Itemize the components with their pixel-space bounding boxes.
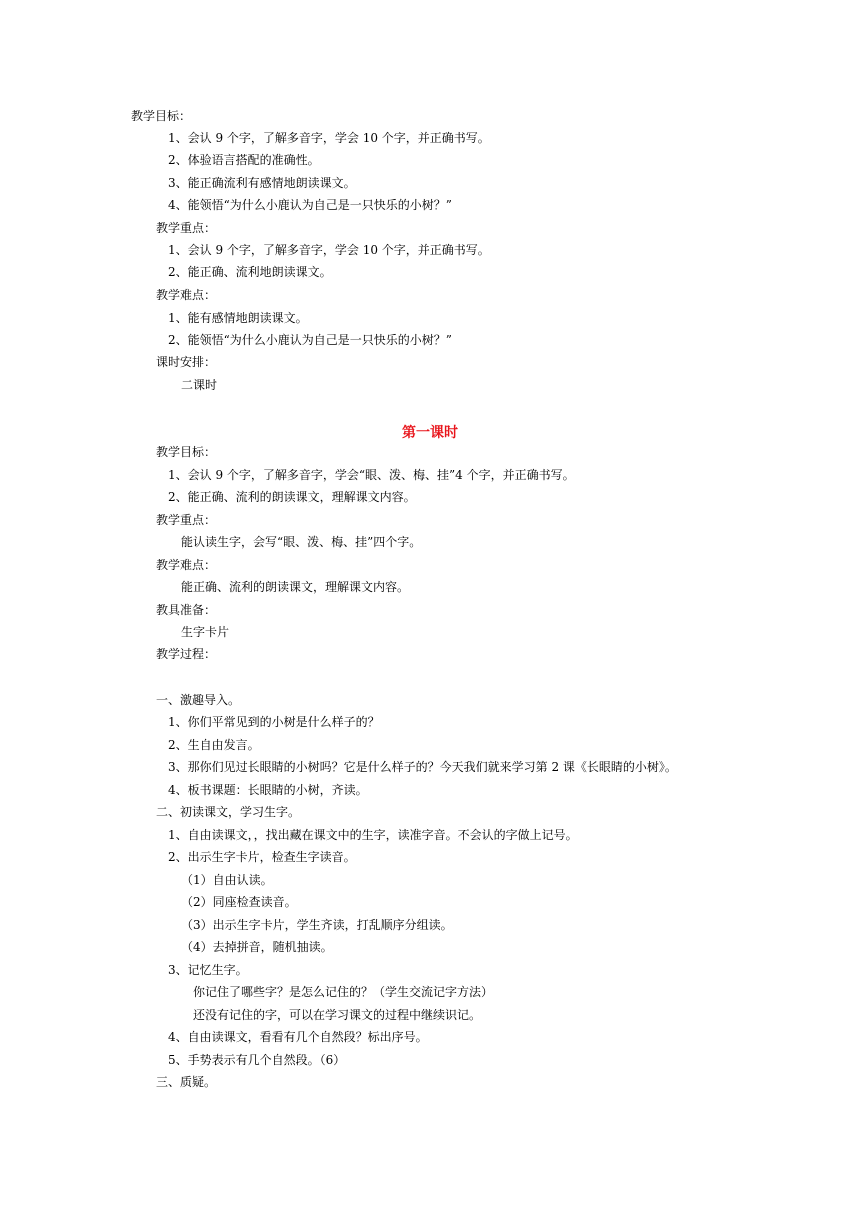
paragraph: 生字卡片 xyxy=(181,625,230,639)
list-item: 2、能正确、流利的朗读课文，理解课文内容。 xyxy=(168,490,416,504)
list-item: 1、你们平常见到的小树是什么样子的？ xyxy=(168,715,380,729)
sub-list-item: （4）去掉拼音，随机抽读。 xyxy=(181,940,333,954)
list-item: 5、手势表示有几个自然段。（6） xyxy=(168,1053,346,1067)
section-heading: 教学难点： xyxy=(156,288,217,302)
list-item: 4、自由读课文，看看有几个自然段？标出序号。 xyxy=(168,1030,428,1044)
list-item: 1、会认 9 个字，了解多音字，学会 10 个字，并正确书写。 xyxy=(168,243,490,257)
list-item: 4、能领悟“为什么小鹿认为自己是一只快乐的小树？” xyxy=(168,198,452,212)
list-item: 2、出示生字卡片，检查生字读音。 xyxy=(168,850,356,864)
section-heading: 教学重点： xyxy=(156,221,217,235)
section-heading: 教学过程： xyxy=(156,647,217,661)
list-item: 3、记忆生字。 xyxy=(168,963,248,977)
section-heading: 二、初读课文，学习生字。 xyxy=(156,805,301,819)
list-item: 3、那你们见过长眼睛的小树吗？它是什么样子的？今天我们就来学习第 2 课《长眼睛的小树》。 xyxy=(168,760,677,774)
section-heading: 教具准备： xyxy=(156,603,217,617)
list-item: 2、能领悟“为什么小鹿认为自己是一只快乐的小树？” xyxy=(168,333,452,347)
paragraph: 二课时 xyxy=(181,378,218,392)
paragraph: 还没有记住的字，可以在学习课文的过程中继续识记。 xyxy=(193,1008,482,1022)
list-item: 1、会认 9 个字，了解多音字，学会 10 个字，并正确书写。 xyxy=(168,131,490,145)
section-heading: 课时安排： xyxy=(156,355,217,369)
list-item: 2、能正确、流利地朗读课文。 xyxy=(168,265,332,279)
list-item: 1、自由读课文，，找出藏在课文中的生字，读准字音。不会认的字做上记号。 xyxy=(168,828,578,842)
section-heading: 三、质疑。 xyxy=(156,1075,217,1089)
section-heading: 教学目标： xyxy=(131,109,192,123)
list-item: 2、体验语言搭配的准确性。 xyxy=(168,153,320,167)
lesson-title: 第一课时 xyxy=(402,425,458,441)
list-item: 1、会认 9 个字，了解多音字，学会“眼、泼、梅、挂”4 个字，并正确书写。 xyxy=(168,468,575,482)
sub-list-item: （2）同座检查读音。 xyxy=(181,895,297,909)
sub-list-item: （1）自由认读。 xyxy=(181,873,273,887)
section-heading: 教学目标： xyxy=(156,445,217,459)
paragraph: 能正确、流利的朗读课文，理解课文内容。 xyxy=(181,580,410,594)
list-item: 3、能正确流利有感情地朗读课文。 xyxy=(168,176,356,190)
sub-list-item: （3）出示生字卡片，学生齐读，打乱顺序分组读。 xyxy=(181,918,453,932)
paragraph: 你记住了哪些字？是怎么记住的？（学生交流记字方法） xyxy=(193,985,494,999)
section-heading: 教学难点： xyxy=(156,558,217,572)
list-item: 4、板书课题：长眼睛的小树，齐读。 xyxy=(168,783,368,797)
list-item: 1、能有感情地朗读课文。 xyxy=(168,311,308,325)
list-item: 2、生自由发言。 xyxy=(168,738,260,752)
section-heading: 教学重点： xyxy=(156,513,217,527)
paragraph: 能认读生字，会写“眼、泼、梅、挂”四个字。 xyxy=(181,535,422,549)
section-heading: 一、激趣导入。 xyxy=(156,693,241,707)
